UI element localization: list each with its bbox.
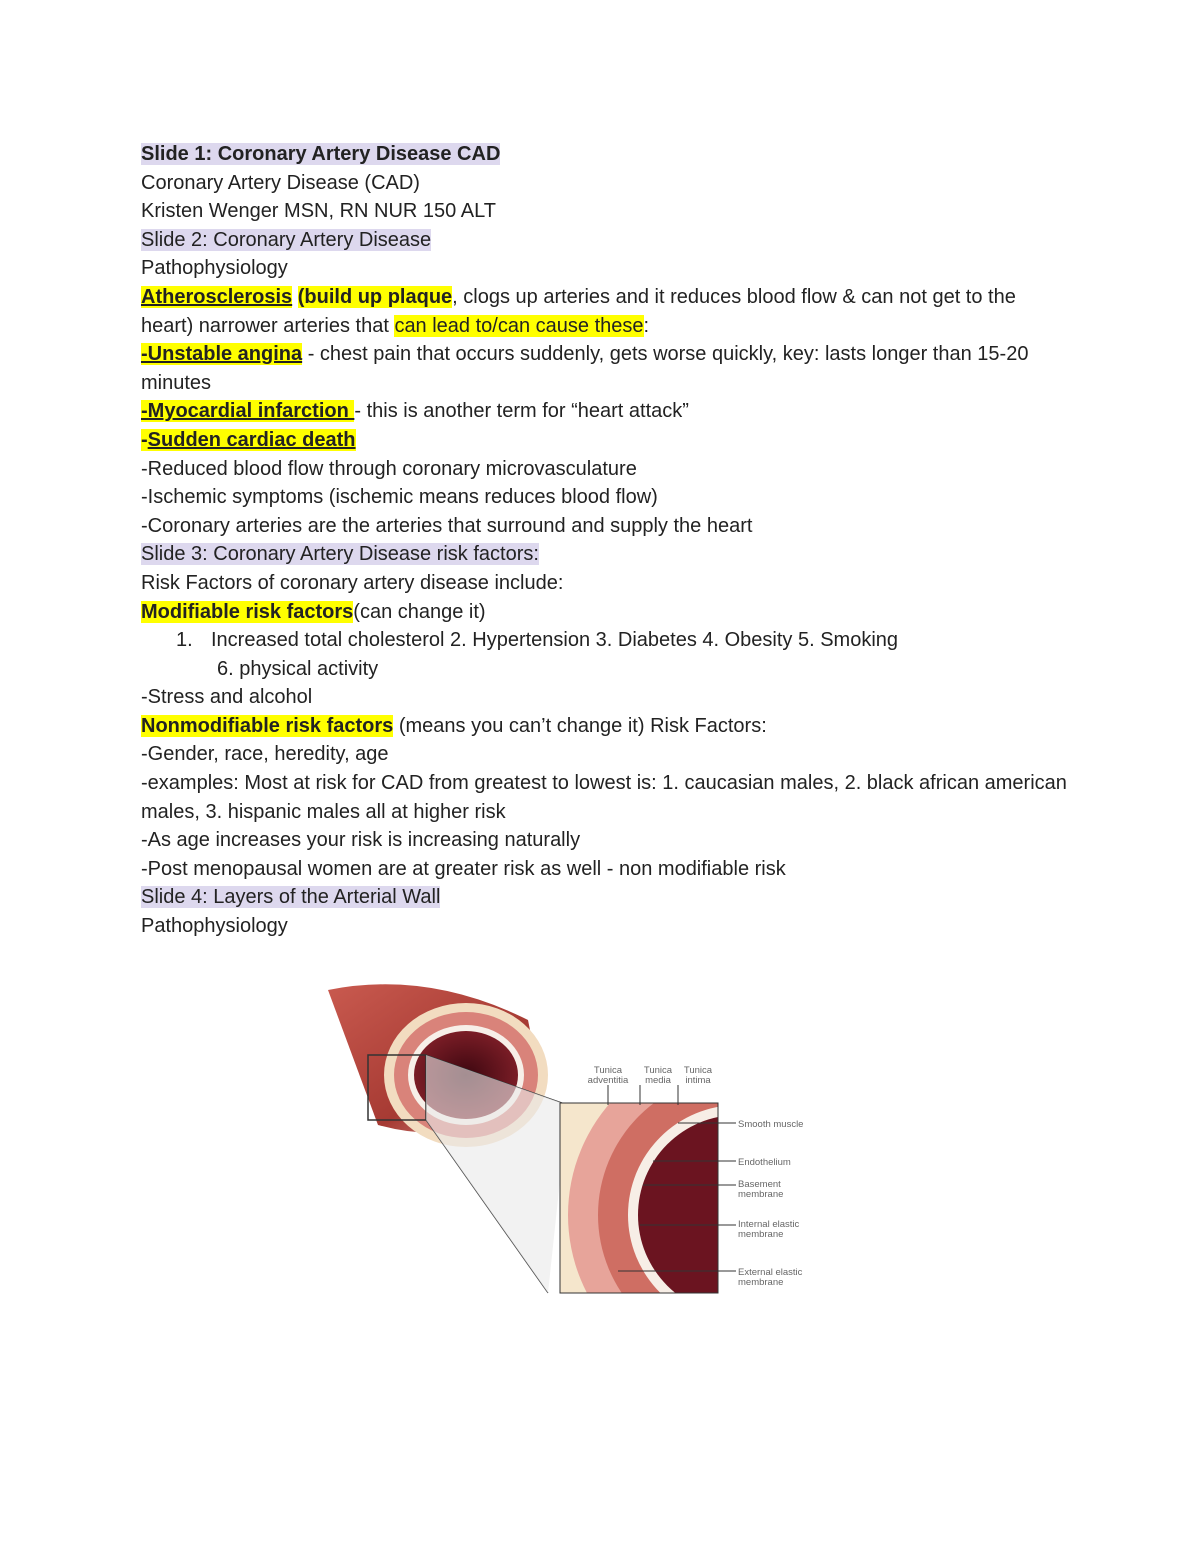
arterial-wall-illustration	[318, 975, 828, 1305]
scd-line: -Sudden cardiac death	[141, 428, 356, 451]
figure-label: Internal elastic	[738, 1219, 800, 1230]
figure-label: Tunica	[593, 1065, 623, 1076]
list-item-continuation: 6. physical activity	[217, 657, 379, 680]
figure-label: Smooth muscle	[738, 1119, 804, 1130]
figure-label: media	[645, 1075, 671, 1086]
figure-label: adventitia	[587, 1075, 629, 1086]
figure-label: Endothelium	[738, 1157, 791, 1168]
text-line: -Stress and alcohol	[141, 686, 313, 709]
figure-label: Basement	[738, 1179, 781, 1190]
list-item: 1. Increased total cholesterol 2. Hypertension 3. Diabetes 4. Obesity 5. Smoking	[176, 629, 899, 652]
text-line: Risk Factors of coronary artery disease include:	[141, 571, 564, 594]
nonmodifiable-heading: Nonmodifiable risk factors (means you can’t change it) Risk Factors:	[141, 714, 767, 737]
figure-label: External elastic	[738, 1267, 803, 1278]
figure-label: Tunica	[643, 1065, 673, 1076]
section-label: Pathophysiology	[141, 257, 288, 280]
text-line: -As age increases your risk is increasing naturally	[141, 829, 581, 852]
text-line: -Post menopausal women are at greater risk as well - non modifiable risk	[141, 857, 786, 880]
author-line: Kristen Wenger MSN, RN NUR 150 ALT	[141, 200, 496, 223]
text-line: -Reduced blood flow through coronary microvasculature	[141, 457, 637, 480]
modifiable-heading: Modifiable risk factors(can change it)	[141, 600, 486, 623]
text-line: -Ischemic symptoms (ischemic means reduces blood flow)	[141, 486, 658, 509]
slide-3-heading: Slide 3: Coronary Artery Disease risk factors:	[141, 543, 539, 566]
slide-4-heading: Slide 4: Layers of the Arterial Wall	[141, 886, 441, 909]
text-line: -examples: Most at risk for CAD from greatest to lowest is: 1. caucasian males, 2. black african american males, 3. hispanic males all at higher risk	[141, 772, 1067, 823]
doc-title: Coronary Artery Disease (CAD)	[141, 171, 420, 194]
slide-2-heading: Slide 2: Coronary Artery Disease	[141, 228, 432, 251]
zoom-wedge	[426, 1055, 568, 1293]
figure-label: membrane	[738, 1277, 784, 1288]
slide-1-heading: Slide 1: Coronary Artery Disease CAD	[141, 143, 501, 165]
atherosclerosis-paragraph: Atherosclerosis (build up plaque, clogs up arteries and it reduces blood flow & can not get to the heart) narrower arteries that can lead to/can cause these:	[141, 285, 1016, 337]
figure-label: Tunica	[683, 1065, 713, 1076]
unstable-angina-paragraph: -Unstable angina - chest pain that occurs suddenly, gets worse quickly, key: lasts longer than 15-20 minutes	[141, 343, 1029, 394]
arterial-wall-figure	[318, 975, 828, 1305]
section-label: Pathophysiology	[141, 915, 288, 938]
text-line: -Coronary arteries are the arteries that surround and supply the heart	[141, 514, 753, 537]
text-line: -Gender, race, heredity, age	[141, 743, 389, 766]
document-body	[141, 140, 1071, 941]
figure-label: membrane	[738, 1229, 784, 1240]
figure-label: membrane	[738, 1189, 784, 1200]
mi-line: -Myocardial infarction - this is another term for “heart attack”	[141, 400, 689, 423]
figure-label: intima	[685, 1075, 711, 1086]
